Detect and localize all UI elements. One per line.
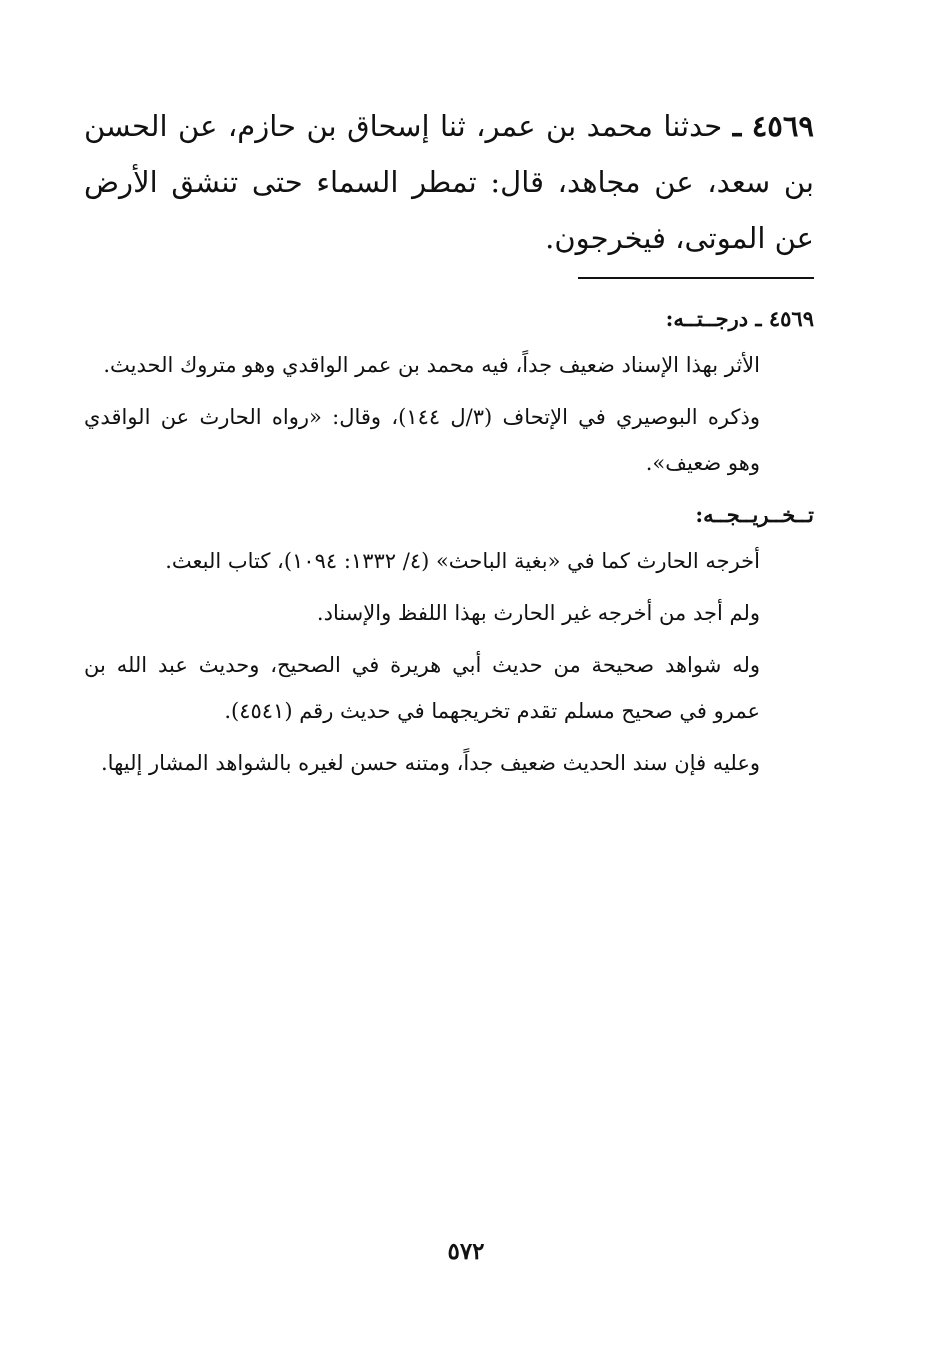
footnote-block xyxy=(84,296,814,792)
takhrij-heading: تــخــريــجــه: xyxy=(695,502,814,527)
footnote-divider xyxy=(578,277,814,279)
takhrij-paragraph-1: أخرجه الحارث كما في «بغية الباحث» (٤/ ١٣٣٢: ١٠٩٤)، كتاب البعث. xyxy=(165,549,760,573)
hadith-text-block xyxy=(84,98,814,266)
darajah-paragraph-2: وذكره البوصيري في الإتحاف (٣/ل ١٤٤)، وقال: «رواه الحارث عن الواقدي وهو ضعيف». xyxy=(84,405,760,475)
hadith-body: حدثنا محمد بن عمر، ثنا إسحاق بن حازم، عن الحسن بن سعد، عن مجاهد، قال: تمطر السماء حتى تنشق الأرض عن الموتى، فيخرجون. xyxy=(84,109,814,255)
takhrij-paragraph-4: وعليه فإن سند الحديث ضعيف جداً، ومتنه حسن لغيره بالشواهد المشار إليها. xyxy=(101,751,760,775)
takhrij-paragraph-2: ولم أجد من أخرجه غير الحارث بهذا اللفظ والإسناد. xyxy=(316,601,760,625)
darajah-paragraph-1: الأثر بهذا الإسناد ضعيف جداً، فيه محمد بن عمر الواقدي وهو متروك الحديث. xyxy=(103,353,760,377)
darajah-heading: ٤٥٦٩ ـ درجــتــه: xyxy=(665,306,814,331)
page-number: ٥٧٢ xyxy=(447,1238,485,1265)
takhrij-paragraph-3: وله شواهد صحيحة من حديث أبي هريرة في الصحيح، وحديث عبد الله بن عمرو في صحيح مسلم تقدم تخريجهما في حديث رقم (٤٥٤١). xyxy=(84,653,760,723)
hadith-number: ٤٥٦٩ xyxy=(751,109,814,143)
hadith-dash: ـ xyxy=(732,109,742,143)
